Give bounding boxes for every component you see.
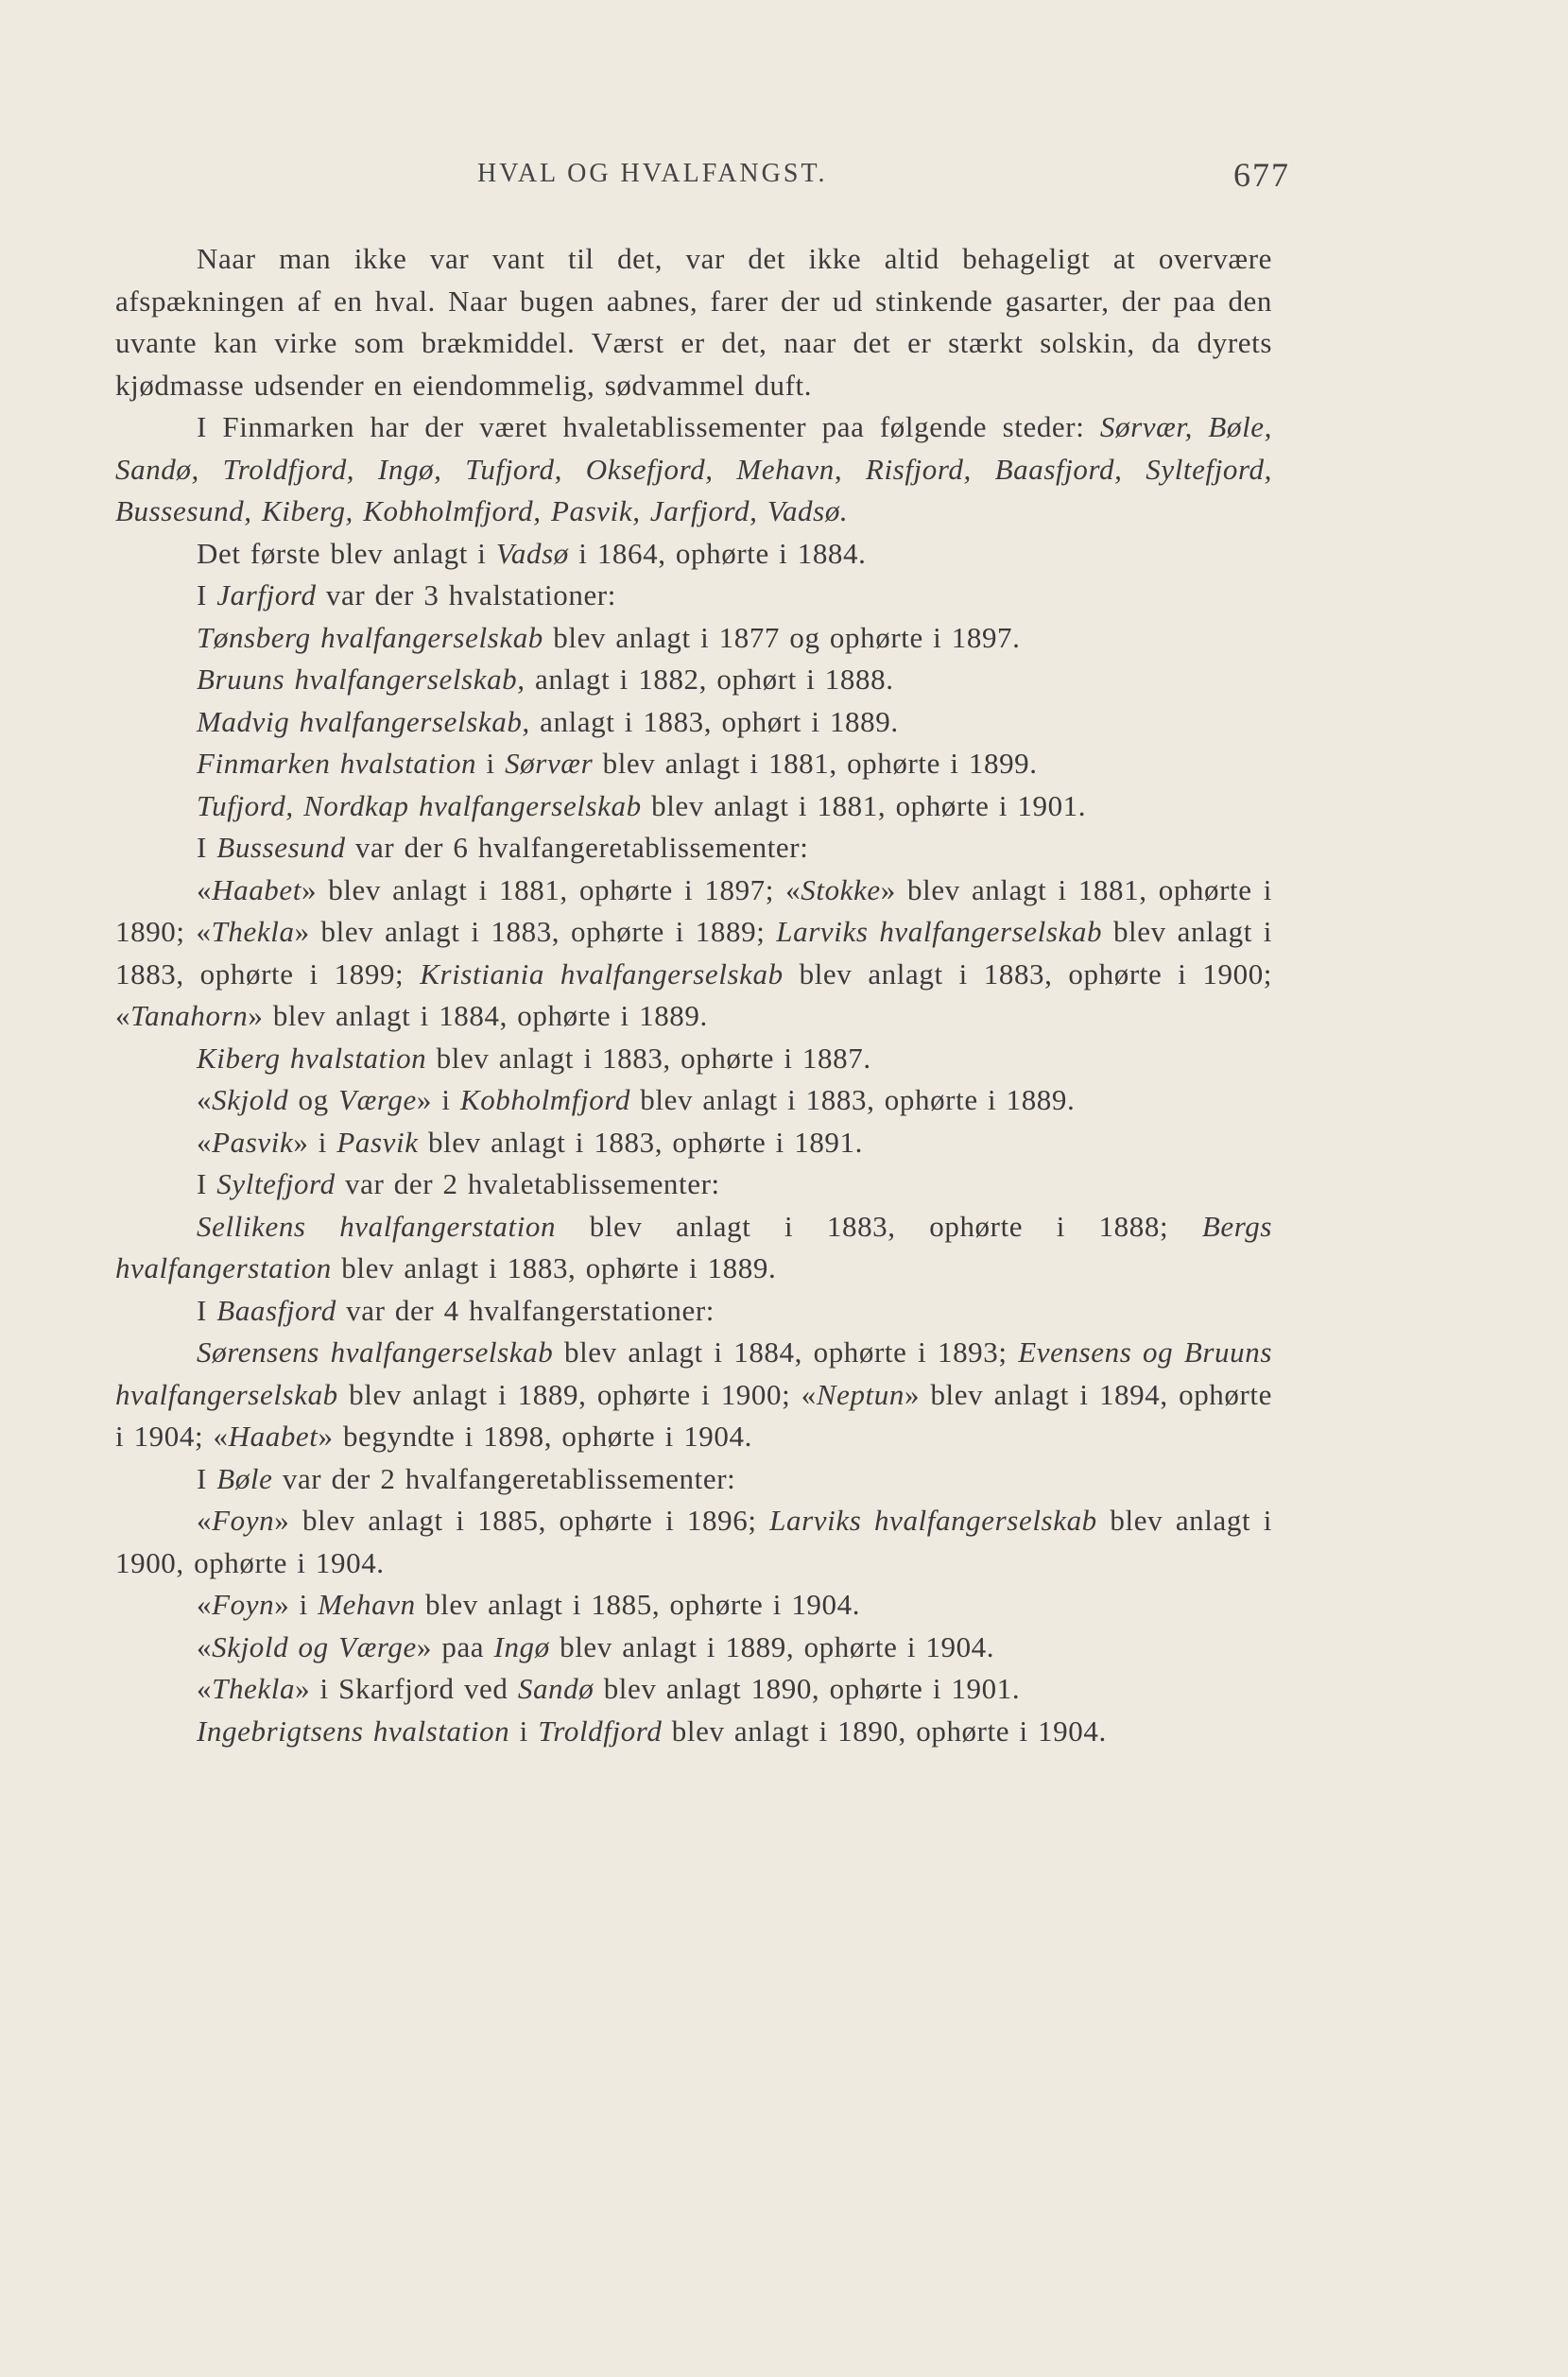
text-run: blev anlagt i 1890, ophørte i 1904.: [662, 1714, 1107, 1748]
paragraph: [115, 533, 1272, 576]
paragraph: [115, 1290, 1272, 1333]
text-run: «: [197, 1083, 213, 1116]
text-run: «: [197, 1588, 213, 1621]
italic-text-run: Bussesund: [216, 831, 346, 864]
paragraph: [115, 743, 1272, 785]
text-run: «: [197, 1504, 213, 1537]
text-run: » i: [416, 1083, 460, 1116]
text-run: blev anlagt i 1881, ophørte i 1901.: [641, 788, 1087, 822]
text-run: blev anlagt i 1883, ophørte i 1891.: [418, 1125, 863, 1159]
italic-text-run: Tanahorn: [130, 999, 249, 1032]
text-run: blev anlagt i 1889, ophørte i 1904.: [549, 1629, 995, 1663]
paragraph: [115, 1627, 1272, 1669]
text-run: blev anlagt 1890, ophørte i 1901.: [594, 1672, 1021, 1705]
text-run: blev anlagt i 1883, ophørte i 1900; «: [115, 956, 1273, 1032]
text-run: blev anlagt i 1883, ophørte i 1888;: [556, 1209, 1202, 1243]
paragraph: [115, 1668, 1272, 1711]
running-header: [0, 156, 1568, 206]
italic-text-run: Skjold og Værge: [212, 1629, 417, 1663]
italic-text-run: Bøle: [216, 1461, 273, 1495]
italic-text-run: Vadsø: [495, 536, 569, 570]
paragraph: [115, 785, 1272, 828]
italic-text-run: Neptun: [816, 1377, 905, 1411]
paragraph: [115, 659, 1272, 701]
paragraph: [115, 238, 1272, 406]
text-run: i 1864, ophørte i 1884.: [568, 536, 867, 570]
paragraph: [115, 701, 1272, 744]
paragraph: [115, 1458, 1272, 1501]
paragraph: [115, 1038, 1272, 1080]
text-run: » blev anlagt i 1894, ophørte i 1904; «: [115, 1377, 1272, 1453]
text-run: I: [197, 831, 217, 864]
text-run: » blev anlagt i 1885, ophørte i 1896;: [274, 1504, 770, 1537]
text-run: «: [197, 1125, 213, 1159]
text-run: «: [197, 1629, 213, 1663]
text-run: «: [197, 1672, 213, 1705]
paragraph: [115, 406, 1272, 533]
italic-text-run: Haabet: [212, 872, 302, 906]
italic-text-run: Baasfjord: [216, 1293, 336, 1327]
text-run: «: [197, 872, 213, 906]
italic-text-run: Troldfjord: [538, 1714, 663, 1748]
italic-text-run: Kiberg hvalstation: [197, 1041, 427, 1075]
paragraph: [115, 827, 1272, 870]
paragraph: [115, 575, 1272, 617]
italic-text-run: Tufjord, Nordkap hvalfangerselskab: [197, 788, 642, 822]
italic-text-run: Bruuns hvalfangerselskab,: [197, 663, 526, 696]
text-run: blev anlagt i 1883, ophørte i 1887.: [426, 1041, 871, 1075]
paragraph: [115, 1332, 1272, 1458]
text-run: I: [197, 1461, 217, 1495]
running-title: HVAL OG HVALFANGST.: [477, 159, 828, 188]
paragraph: [115, 1500, 1272, 1584]
italic-text-run: Foyn: [212, 1504, 275, 1537]
italic-text-run: Sellikens hvalfangerstation: [197, 1209, 557, 1243]
text-run: » i: [293, 1125, 337, 1159]
italic-text-run: Sørensens hvalfangerselskab: [197, 1335, 554, 1369]
italic-text-run: Værge: [338, 1083, 417, 1116]
text-run: » paa: [416, 1629, 494, 1663]
text-run: blev anlagt i 1877 og ophørte i 1897.: [543, 620, 1021, 654]
text-run: blev anlagt i 1881, ophørte i 1899.: [593, 747, 1038, 780]
text-run: anlagt i 1883, ophørt i 1889.: [529, 704, 899, 738]
italic-text-run: Larviks hvalfangerselskab: [776, 915, 1103, 948]
text-run: » begyndte i 1898, ophørte i 1904.: [318, 1420, 752, 1453]
text-run: var der 4 hvalfangerstationer:: [336, 1293, 715, 1327]
body-text: [115, 238, 1272, 1752]
text-run: var der 2 hvaletablissementer:: [335, 1167, 720, 1200]
text-run: blev anlagt i 1900, ophørte i 1904.: [115, 1504, 1273, 1579]
page-number: 677: [1233, 156, 1290, 194]
text-run: I: [197, 578, 217, 611]
italic-text-run: Stokke: [801, 872, 881, 906]
italic-text-run: Sørvær: [505, 747, 594, 780]
italic-text-run: Foyn: [212, 1588, 275, 1621]
italic-text-run: Mehavn: [318, 1588, 416, 1621]
italic-text-run: Tønsberg hvalfangerselskab: [197, 620, 543, 654]
text-run: i: [476, 747, 506, 780]
italic-text-run: Kristiania hvalfangerselskab: [420, 956, 784, 990]
text-run: blev anlagt i 1885, ophørte i 1904.: [415, 1588, 861, 1621]
paragraph: [115, 1711, 1272, 1753]
italic-text-run: Jarfjord: [216, 578, 317, 611]
italic-text-run: Thekla: [211, 915, 295, 948]
italic-text-run: Haabet: [228, 1420, 319, 1453]
text-run: anlagt i 1882, ophørt i 1888.: [525, 663, 894, 696]
text-run: » blev anlagt i 1881, ophørte i 1890; «: [115, 872, 1272, 948]
paragraph: [115, 1206, 1272, 1290]
text-run: I Finmarken har der været hvaletablissementer paa følgende steder:: [197, 410, 1100, 443]
paragraph: [115, 617, 1272, 660]
text-run: » i Skarfjord ved: [295, 1672, 518, 1705]
italic-text-run: Madvig hvalfangerselskab,: [197, 704, 530, 738]
italic-text-run: Ingø: [493, 1629, 550, 1663]
text-run: Naar man ikke var vant til det, var det ikke altid behageligt at overvære afspækningen af en hval. Naar bugen aabnes, farer der ud stinkende gasarter, der paa den uvante kan virke som brækmiddel. Værst er det, naar det er stærkt solskin, da dyrets kjødmasse udsender en eiendommelig, sødvammel duft.: [115, 242, 1272, 402]
text-run: I: [197, 1293, 217, 1327]
text-run: i: [509, 1714, 539, 1748]
text-run: blev anlagt i 1883, ophørte i 1899;: [115, 915, 1272, 990]
italic-text-run: Thekla: [212, 1672, 296, 1705]
text-run: I: [197, 1167, 217, 1200]
text-run: » blev anlagt i 1883, ophørte i 1889;: [294, 915, 777, 948]
text-run: og: [288, 1083, 339, 1116]
text-run: Det første blev anlagt i: [197, 536, 496, 570]
italic-text-run: Bergs hvalfangerstation: [115, 1209, 1272, 1284]
text-run: blev anlagt i 1884, ophørte i 1893;: [553, 1335, 1019, 1369]
italic-text-run: Finmarken hvalstation: [197, 747, 477, 780]
text-run: blev anlagt i 1883, ophørte i 1889.: [629, 1083, 1076, 1116]
italic-text-run: Evensens og Bruuns hvalfangerselskab: [115, 1335, 1272, 1411]
text-run: var der 3 hvalstationer:: [316, 578, 616, 611]
italic-text-run: Skjold: [212, 1083, 289, 1116]
italic-text-run: Larviks hvalfangerselskab: [769, 1504, 1097, 1537]
italic-text-run: Ingebrigtsens hvalstation: [197, 1714, 510, 1748]
paragraph: [115, 1122, 1272, 1164]
italic-text-run: Sørvær, Bøle, Sandø, Troldfjord, Ingø, Tufjord, Oksefjord, Mehavn, Risfjord, Baasfjord, Syltefjord, Bussesund, Kiberg, Kobholmfjord, Pasvik, Jarfjord, Vadsø.: [115, 410, 1272, 527]
italic-text-run: Sandø: [517, 1672, 594, 1705]
text-run: » i: [274, 1588, 319, 1621]
paragraph: [115, 1163, 1272, 1206]
paragraph: [115, 870, 1272, 1038]
paragraph: [115, 1079, 1272, 1122]
text-run: blev anlagt i 1889, ophørte i 1900; «: [337, 1377, 817, 1411]
italic-text-run: Syltefjord: [216, 1167, 336, 1200]
text-run: var der 6 hvalfangeretablissementer:: [345, 831, 809, 864]
paragraph: [115, 1584, 1272, 1627]
text-run: var der 2 hvalfangeretablissementer:: [272, 1461, 736, 1495]
italic-text-run: Pasvik: [212, 1125, 294, 1159]
text-run: blev anlagt i 1883, ophørte i 1889.: [331, 1251, 777, 1284]
italic-text-run: Kobholmfjord: [459, 1083, 630, 1116]
text-run: » blev anlagt i 1884, ophørte i 1889.: [248, 999, 708, 1032]
italic-text-run: Pasvik: [336, 1125, 419, 1159]
text-run: » blev anlagt i 1881, ophørte i 1897; «: [301, 872, 801, 906]
